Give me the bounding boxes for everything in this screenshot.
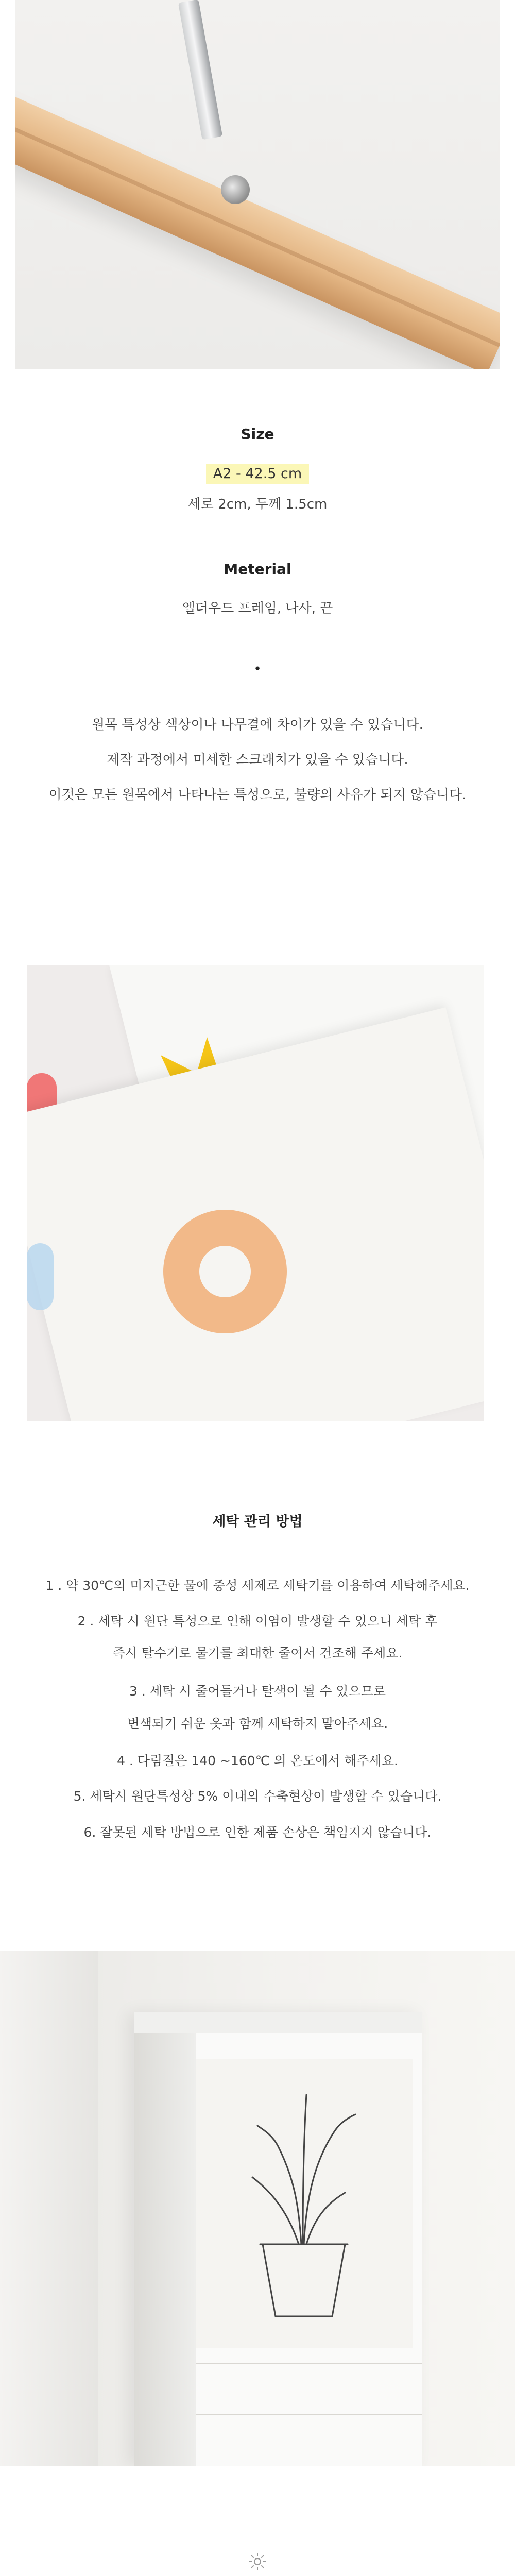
product-photo-cabinet xyxy=(0,1951,515,2466)
note-line: 원목 특성상 색상이나 나무결에 차이가 있을 수 있습니다. xyxy=(92,717,423,733)
product-photo-fabric xyxy=(27,965,484,1421)
care-line: 3 . 세탁 시 줄어들거나 탈색이 될 수 있으므로 xyxy=(129,1684,386,1699)
cabinet-top xyxy=(134,2012,422,2033)
care-line: 변색되기 쉬운 옷과 함께 세탁하지 말아주세요. xyxy=(127,1716,388,1731)
screw-graphic xyxy=(221,175,250,204)
size-highlight: A2 - 42.5 cm xyxy=(206,464,309,484)
cabinet-side xyxy=(134,2012,196,2466)
sun-icon xyxy=(248,2552,267,2571)
curtain-graphic xyxy=(0,1951,98,2466)
care-line: 5. 세탁시 원단특성상 5% 이내의 수축현상이 발생할 수 있습니다. xyxy=(73,1789,442,1804)
material-title: Meterial xyxy=(224,561,291,578)
care-title: 세탁 관리 방법 xyxy=(212,1514,303,1530)
size-highlight-row xyxy=(0,464,515,484)
note-line: 제작 과정에서 미세한 스크래치가 있을 수 있습니다. xyxy=(107,752,408,768)
orange-ring-shape xyxy=(161,1207,289,1336)
care-line: 즉시 탈수기로 물기를 최대한 줄여서 건조해 주세요. xyxy=(112,1646,403,1660)
care-line: 2 . 세탁 시 원단 특성으로 인해 이염이 발생할 수 있으니 세탁 후 xyxy=(77,1614,438,1629)
plant-illustration xyxy=(216,2074,391,2332)
material-value: 엘더우드 프레임, 나사, 끈 xyxy=(182,601,333,616)
size-title: Size xyxy=(241,426,274,443)
size-subtitle: 세로 2cm, 두께 1.5cm xyxy=(187,497,328,512)
divider-dot: • xyxy=(253,662,262,677)
wood-slot xyxy=(15,113,500,347)
screwdriver-graphic xyxy=(178,0,222,140)
note-line: 이것은 모든 원목에서 나타나는 특성으로, 불량의 사유가 되지 않습니다. xyxy=(48,787,467,803)
wood-frame-graphic xyxy=(15,88,500,369)
care-line: 1 . 약 30℃의 미지근한 물에 중성 세제로 세탁기를 이용하여 세탁해주세요. xyxy=(45,1578,470,1593)
product-photo-frame xyxy=(15,0,500,369)
cabinet-shelf-line xyxy=(196,2414,422,2415)
cabinet-shelf-line xyxy=(196,2363,422,2364)
blue-shape-graphic xyxy=(27,1243,54,1310)
care-line: 4 . 다림질은 140 ~160℃ 의 온도에서 해주세요. xyxy=(117,1753,398,1768)
care-line: 6. 잘못된 세탁 방법으로 인한 제품 손상은 책임지지 않습니다. xyxy=(83,1825,432,1840)
